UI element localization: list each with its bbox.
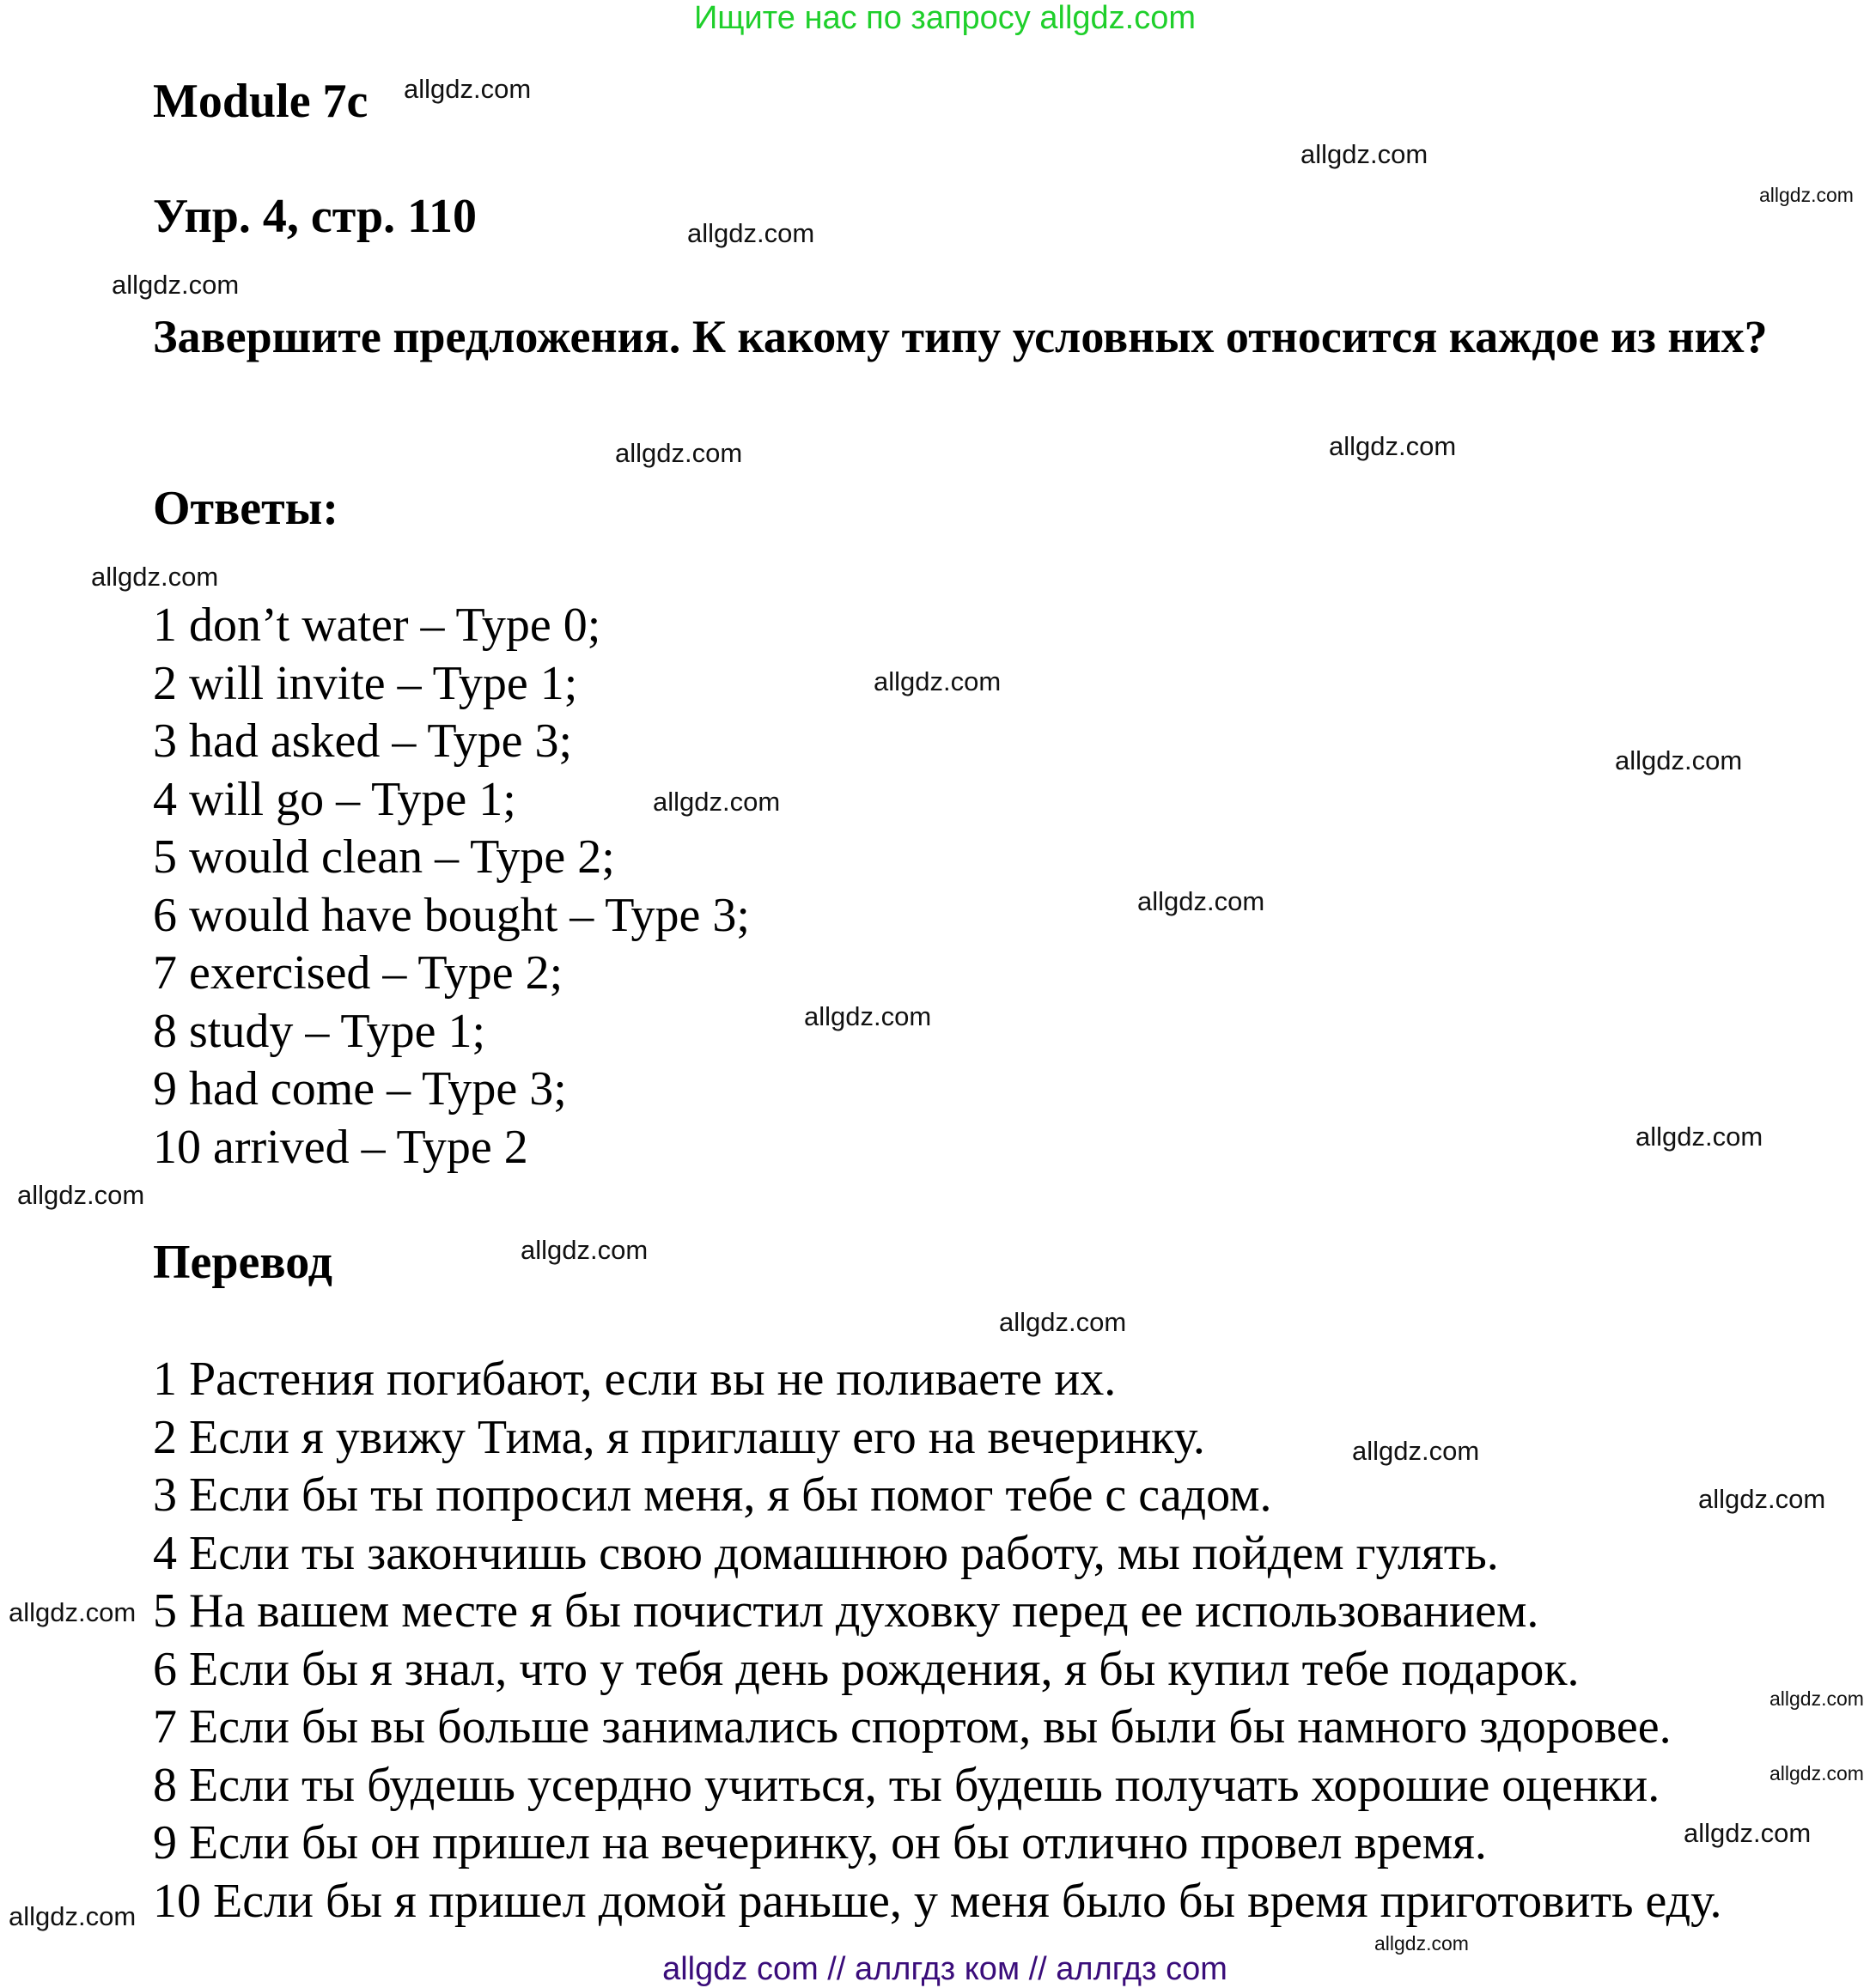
watermark-text: allgdz.com: [1374, 1932, 1469, 1955]
footer-links: allgdz com // аллгдз ком // аллгдз com: [662, 1951, 1227, 1987]
watermark-text: allgdz.com: [1769, 1687, 1864, 1710]
watermark-text: allgdz.com: [999, 1307, 1127, 1337]
answer-item: 2 will invite – Type 1;: [153, 656, 578, 710]
watermark-text: allgdz.com: [17, 1180, 145, 1210]
watermark-text: allgdz.com: [404, 74, 532, 104]
watermark-text: allgdz.com: [9, 1901, 137, 1931]
exercise-title: Упр. 4, стр. 110: [153, 190, 478, 243]
translation-item: 10 Если бы я пришел домой раньше, у меня было бы время приготовить еду.: [153, 1874, 1722, 1928]
watermark-text: allgdz.com: [1684, 1818, 1812, 1848]
watermark-text: allgdz.com: [1635, 1122, 1763, 1152]
instruction-text: Завершите предложения. К какому типу условных относится каждое из них?: [153, 311, 1768, 362]
translation-item: 3 Если бы ты попросил меня, я бы помог тебе с садом.: [153, 1468, 1272, 1522]
watermark-text: allgdz.com: [91, 562, 219, 592]
answers-heading: Ответы:: [153, 482, 339, 535]
watermark-text: allgdz.com: [1329, 431, 1457, 461]
translation-item: 7 Если бы вы больше занимались спортом, вы были бы намного здоровее.: [153, 1700, 1672, 1754]
watermark-text: allgdz.com: [687, 218, 815, 248]
translation-item: 4 Если ты закончишь свою домашнюю работу, мы пойдем гулять.: [153, 1526, 1499, 1580]
watermark-text: allgdz.com: [1137, 886, 1265, 916]
module-title: Module 7c: [153, 75, 368, 128]
translation-item: 9 Если бы он пришел на вечеринку, он бы отлично провел время.: [153, 1816, 1487, 1869]
search-banner: Ищите нас по запросу allgdz.com: [693, 0, 1196, 36]
watermark-text: allgdz.com: [615, 438, 743, 468]
answer-item: 6 would have bought – Type 3;: [153, 888, 750, 942]
watermark-text: allgdz.com: [1769, 1762, 1864, 1784]
answer-item: 1 don’t water – Type 0;: [153, 599, 601, 652]
answer-item: 8 study – Type 1;: [153, 1004, 486, 1058]
watermark-text: allgdz.com: [1352, 1436, 1480, 1466]
translation-item: 2 Если я увижу Тима, я приглашу его на вечеринку.: [153, 1410, 1205, 1464]
translation-heading: Перевод: [153, 1236, 332, 1289]
watermark-text: allgdz.com: [9, 1597, 137, 1627]
answer-item: 10 arrived – Type 2: [153, 1120, 528, 1174]
translation-item: 8 Если ты будешь усердно учиться, ты будешь получать хорошие оценки.: [153, 1758, 1660, 1812]
watermark-text: allgdz.com: [804, 1001, 932, 1031]
translation-item: 5 На вашем месте я бы почистил духовку перед ее использованием.: [153, 1584, 1539, 1638]
translation-item: 1 Растения погибают, если вы не поливаете их.: [153, 1353, 1117, 1406]
watermark-text: allgdz.com: [521, 1235, 649, 1265]
watermark-text: allgdz.com: [1698, 1484, 1826, 1514]
answer-item: 4 will go – Type 1;: [153, 772, 516, 826]
watermark-text: allgdz.com: [1615, 745, 1743, 775]
answer-item: 7 exercised – Type 2;: [153, 946, 563, 1000]
answer-item: 3 had asked – Type 3;: [153, 714, 573, 768]
translation-item: 6 Если бы я знал, что у тебя день рождения, я бы купил тебе подарок.: [153, 1642, 1580, 1696]
watermark-text: allgdz.com: [112, 270, 240, 300]
watermark-text: allgdz.com: [874, 666, 1002, 696]
watermark-text: allgdz.com: [1300, 139, 1428, 169]
watermark-text: allgdz.com: [653, 787, 781, 817]
answer-item: 9 had come – Type 3;: [153, 1062, 567, 1116]
watermark-text: allgdz.com: [1759, 184, 1854, 206]
answer-item: 5 would clean – Type 2;: [153, 830, 615, 884]
